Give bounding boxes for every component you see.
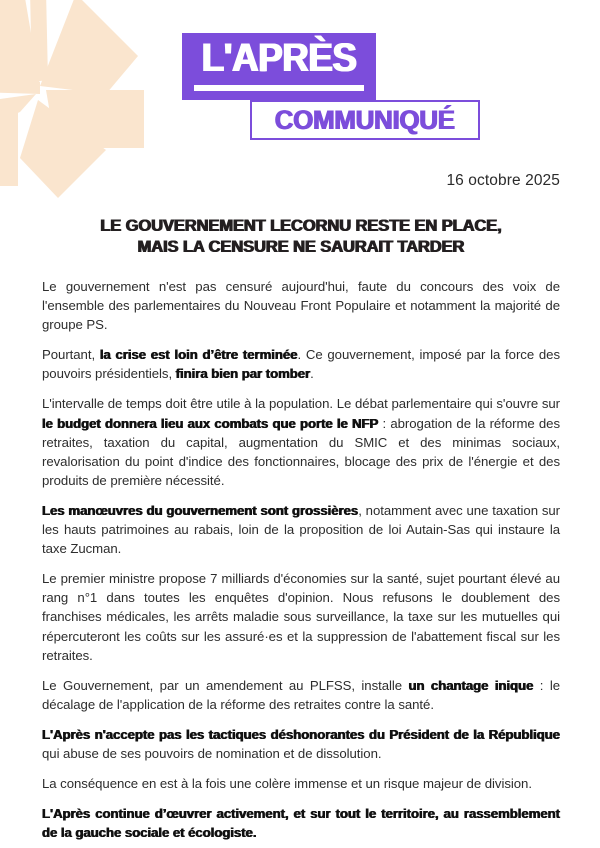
paragraph-8-text: La conséquence en est à la fois une colère immense et un risque majeur de division. — [42, 776, 532, 792]
logo-communique-block — [250, 100, 480, 140]
lapres-communique-logo — [182, 33, 482, 143]
paragraph-4-emphasis: Les manœuvres du gouvernement sont grossières — [42, 502, 359, 518]
logo-underline-bar — [194, 85, 364, 91]
document-body — [42, 277, 560, 842]
paragraph-7-part-b: qui abuse de ses pouvoirs de nomination et de dissolution. — [42, 745, 382, 761]
document-header — [0, 0, 600, 200]
paragraph-4-part-b: , notamment avec une taxation sur les hauts patrimoines au rabais, loin de la proposition de loi Autain-Sas qui instaure la taxe Zucman. — [42, 502, 560, 557]
paragraph-5 — [42, 569, 560, 664]
paragraph-6-part-a: Le Gouvernement, par un amendement au PLFSS, installe — [42, 677, 409, 693]
logo-brand-text: L'APRÈS — [201, 36, 357, 80]
paragraph-7 — [42, 725, 560, 763]
paragraph-9 — [42, 804, 560, 842]
paragraph-2-part-e: . — [310, 366, 314, 382]
page-title — [42, 216, 560, 258]
paragraph-3-part-c: : abrogation de la réforme des retraites, taxation du capital, augmentation du SMIC et des minimas sociaux, revalorisation du point d'indice des fonctionnaires, blocage des prix de l'énergie et des produits de première nécessité. — [42, 415, 560, 488]
paragraph-2 — [42, 345, 560, 383]
paragraph-2-part-a: Pourtant, — [42, 347, 100, 363]
paragraph-6 — [42, 676, 560, 714]
paragraph-3-emphasis: le budget donnera lieu aux combats que porte le NFP — [42, 415, 379, 431]
paragraph-8 — [42, 774, 560, 793]
paragraph-2-emphasis-2: finira bien par tomber — [175, 366, 311, 382]
paragraph-7-emphasis: L'Après n'accepte pas les tactiques déshonorantes du Président de la République — [42, 726, 560, 742]
paragraph-1-text: Le gouvernement n'est pas censuré aujourd'hui, faute du concours des voix de l'ensemble des parlementaires du Nouveau Front Populaire et notamment la majorité de groupe PS. — [42, 279, 560, 333]
document-date: 16 octobre 2025 — [446, 172, 560, 189]
paragraph-1 — [42, 277, 560, 334]
paragraph-6-emphasis: un chantage inique — [408, 677, 534, 693]
page-title-line-2: MAIS LA CENSURE NE SAURAIT TARDER — [137, 238, 465, 257]
paragraph-2-emphasis-1: la crise est loin d’être terminée — [99, 347, 298, 363]
paragraph-9-text: L'Après continue d’œuvrer activement, et sur tout le territoire, au rassemblement de la gauche sociale et écologiste. — [42, 806, 560, 841]
paragraph-2-part-c: . Ce gouvernement, imposé par la force des pouvoirs présidentiels, — [42, 347, 560, 382]
paragraph-3 — [42, 394, 560, 489]
paragraph-4 — [42, 501, 560, 558]
paragraph-3-part-a: L'intervalle de temps doit être utile à la population. Le débat parlementaire qui s'ouvre sur — [42, 396, 560, 412]
page-title-line-1: LE GOUVERNEMENT LECORNU RESTE EN PLACE, — [100, 217, 502, 236]
logo-communique-text: COMMUNIQUÉ — [275, 105, 455, 135]
paragraph-6-part-c: : le décalage de l'application de la réforme des retraites contre la santé. — [42, 677, 560, 712]
paragraph-5-text: Le premier ministre propose 7 milliards d'économies sur la santé, sujet pourtant élevé au rang n°1 dans toutes les enquêtes d'opinion. Nous refusons le doublement des franchises médicales, les arrêts maladie sous surveillance, la taxe sur les mutuelles qui répercuteront les coûts sur les assuré·es et la suppression de l'abattement fiscal sur les retraites. — [42, 571, 560, 663]
